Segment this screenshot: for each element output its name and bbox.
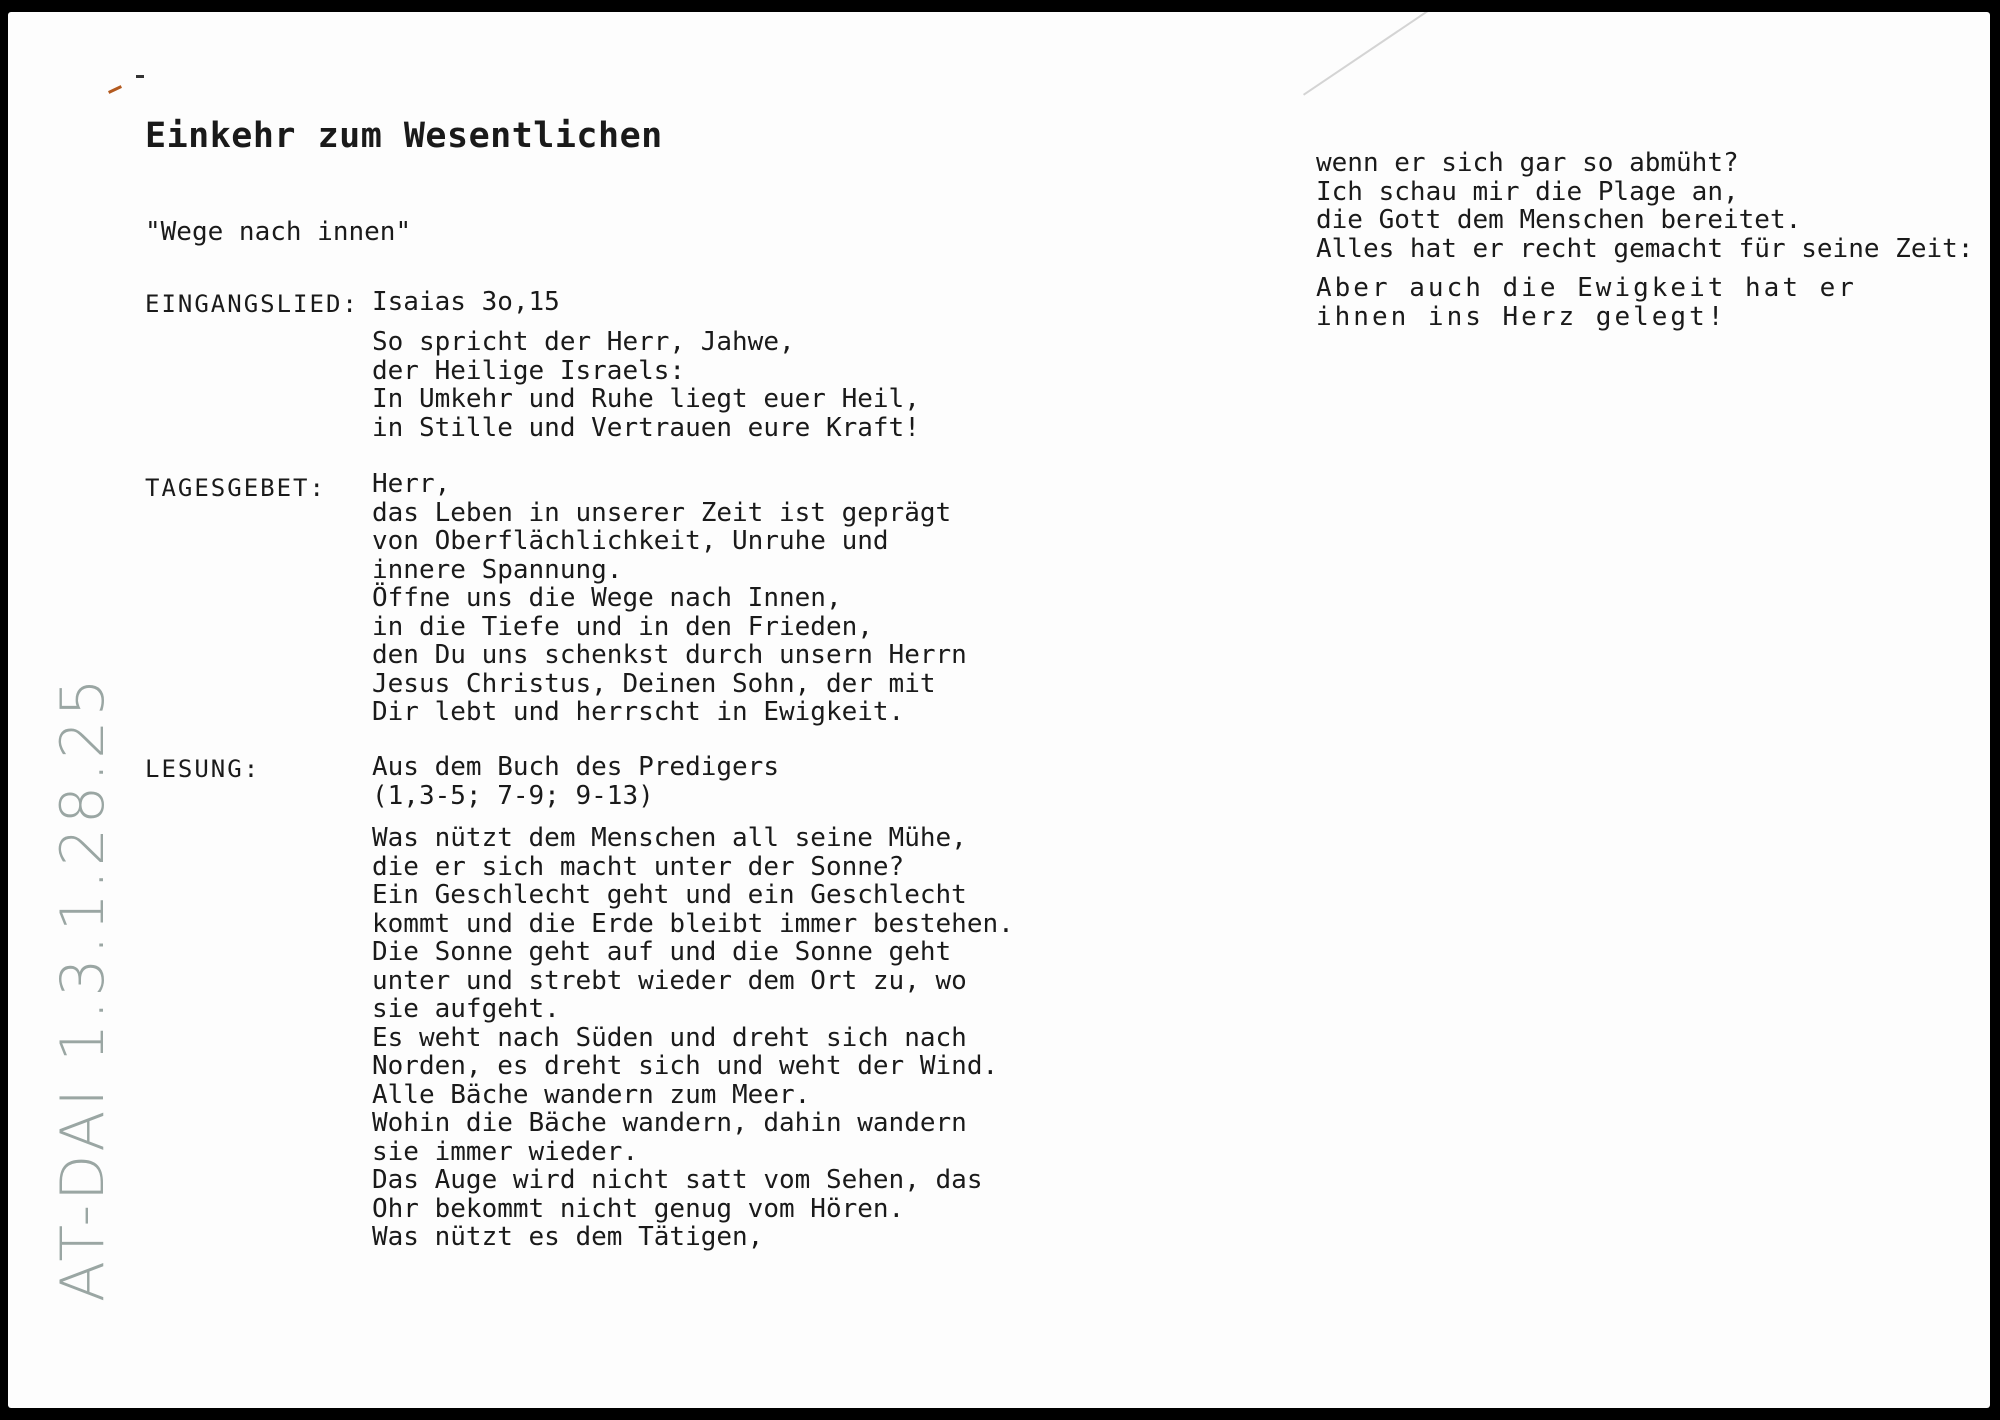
tagesgebet-text: Herr, das Leben in unserer Zeit ist geprägt von Oberflächlichkeit, Unruhe und innere Spannung. Öffne uns die Wege nach Innen, in die Tiefe und in den Frieden, den Du uns schenkst durch unsern Herrn Jesus Christus, Deinen Sohn, der mit Dir lebt und herrscht in Ewigkeit. [372,469,967,727]
document-page [8,12,1990,1408]
pencil-scratch [1303,12,1611,96]
ink-speck [136,75,144,78]
eingangslied-label: EINGANGSLIED: [145,290,359,318]
eingangslied-text: So spricht der Herr, Jahwe, der Heilige Israels: In Umkehr und Ruhe liegt euer Heil, in Stille und Vertrauen eure Kraft! [372,327,920,443]
lesung-reference: Aus dem Buch des Predigers (1,3-5; 7-9; 9-13) [372,752,779,811]
archive-stamp: AT-DAI 1.3.1.28.25 [48,674,118,1302]
eingangslied-reference: Isaias 3o,15 [372,287,560,317]
document-title: Einkehr zum Wesentlichen [145,116,663,156]
ink-speck [108,85,122,94]
right-column-text-1: wenn er sich gar so abmüht? Ich schau mir die Plage an, die Gott dem Menschen bereitet. Alles hat er recht gemacht für seine Zeit: [1316,148,1974,264]
document-subtitle: "Wege nach innen" [145,217,412,247]
lesung-text: Was nützt dem Menschen all seine Mühe, die er sich macht unter der Sonne? Ein Geschlecht geht und ein Geschlecht kommt und die Erde bleibt immer bestehen. Die Sonne geht auf und die Sonne geht unter und strebt wieder dem Ort zu, wo sie aufgeht. Es weht nach Süden und dreht sich nach Norden, es dreht sich und weht der Wind. Alle Bäche wandern zum Meer. Wohin die Bäche wandern, dahin wandern sie immer wieder. Das Auge wird nicht satt vom Sehen, das Ohr bekommt nicht genug vom Hören. Was nützt es dem Tätigen, [372,823,1014,1252]
lesung-label: LESUNG: [145,755,261,783]
tagesgebet-label: TAGESGEBET: [145,474,326,502]
right-column-text-2: Aber auch die Ewigkeit hat er ihnen ins Herz gelegt! [1316,273,1857,332]
